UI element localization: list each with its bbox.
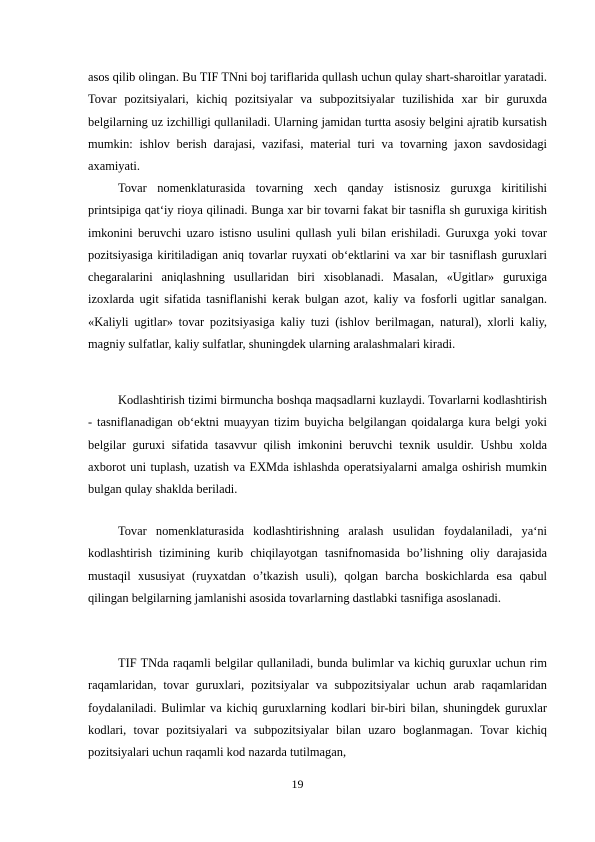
page-number: 19 [291,777,304,791]
paragraph-2: Tovar nomenklaturasida tovarning xech qanday istisnosiz guruxga kiritilishi printsipiga qat‘iy rioya qilinadi. Bunga xar bir tovarni fakat bir tasnifla sh guruxiga kiritish imkonini beruvchi uzaro istisno usulini qullash yuli bilan erishiladi. Guruxga yoki tovar pozitsiyasiga kiritiladigan aniq tovarlar ruyxati ob‘ektlarini va xar bir tasniflash guruxlari chegaralarini aniqlashning usullaridan biri xisoblanadi. Masalan, «Ugitlar» guruxiga izoxlarda ugit sifatida tasniflanishi kerak bulgan azot, kaliy va fosforli ugitlar sanalgan. «Kaliyli ugitlar» tovar pozitsiyasiga kaliy tuzi (ishlov berilmagan, natural), xlorli kaliy, magniy sulfatlar, kaliy sulfatlar, shuningdek ularning aralashmalari kiradi. [88,181,547,352]
paragraph-3: Kodlashtirish tizimi birmuncha boshqa maqsadlarni kuzlaydi. Tovarlarni kodlashtirish - tasniflanadigan ob‘ektni muayyan tizim buyicha belgilangan qoidalarga kura belgi yoki belgilar guruxi sifatida tasavvur qilish imkonini beruvchi texnik usuldir. Ushbu xolda axborot uni tuplash, uzatish va EXMda ishlashda operatsiyalarni amalga oshirish mumkin bulgan qulay shaklda beriladi. [88,393,547,497]
paragraph-1: asos qilib olingan. Bu TIF TNni boj tariflarida qullash uchun qulay shart-sharoitlar yaratadi. Tovar pozitsiyalari, kichiq pozitsiyalar va subpozitsiyalar tuzilishida xar bir guruxda belgilarning uz izchilligi qullaniladi. Ularning jamidan turtta asosiy belgini ajratib kursatish mumkin: ishlov berish darajasi, vazifasi, material turi va tovarning jaxon savdosidagi axamiyati. [88,70,547,174]
paragraph-5: TIF TNda raqamli belgilar qullaniladi, bunda bulimlar va kichiq guruxlar uchun rim raqamlaridan, tovar guruxlari, pozitsiyalar va subpozitsiyalar uchun arab raqamlaridan foydalaniladi. Bulimlar va kichiq guruxlarning kodlari bir-biri bilan, shuningdek guruxlar kodlari, tovar pozitsiyalari va subpozitsiyalar bilan uzaro boglanmagan. Tovar kichiq pozitsiyalari uchun raqamli kod nazarda tutilmagan, [88,656,547,760]
paragraph-4: Tovar nomenklaturasida kodlashtirishning aralash usulidan foydalaniladi, ya‘ni kodlashtirish tizimining kurib chiqilayotgan tasnifnomasida bo’lishning oliy darajasida mustaqil xususiyat (ruyxatdan o’tkazish usuli), qolgan barcha boskichlarda esa qabul qilingan belgilarning jamlanishi asosida tovarlarning dastlabki tasnifiga asoslanadi. [88,524,547,605]
